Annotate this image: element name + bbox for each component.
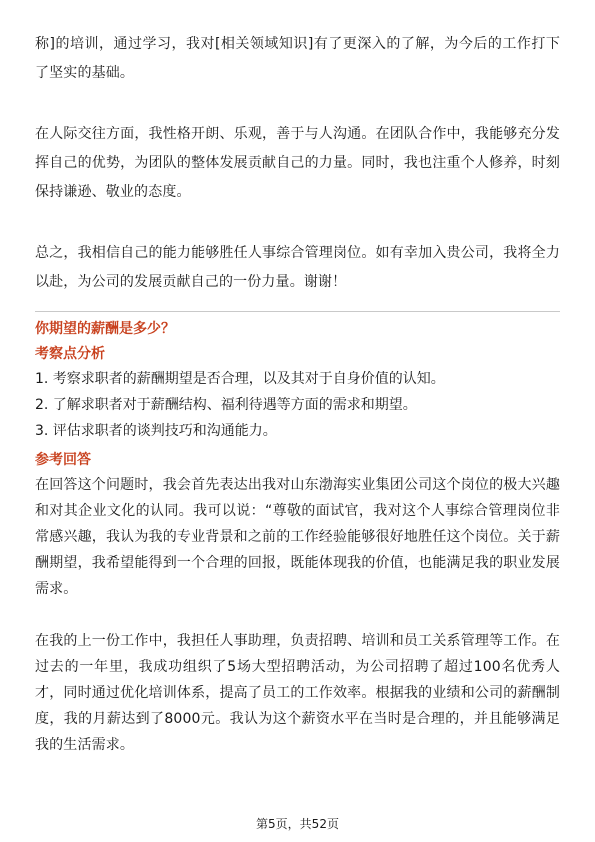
question-title: 你期望的薪酬是多少？	[35, 321, 175, 337]
intro-paragraph: 称]的培训，通过学习，我对[相关领域知识]有了更深入的了解，为今后的工作打下了坚实的基础。	[35, 36, 560, 81]
answer-heading: 参考回答	[35, 452, 91, 468]
intro-paragraph: 在人际交往方面，我性格开朗、乐观，善于与人沟通。在团队合作中，我能够充分发挥自己的优势，为团队的整体发展贡献自己的力量。同时，我也注重个人修养，时刻保持谦逊、敬业的态度。	[35, 126, 560, 200]
section-divider	[35, 311, 560, 312]
page-number: 第5页，共52页	[256, 817, 339, 831]
document-page	[35, 30, 560, 758]
intro-paragraph: 总之，我相信自己的能力能够胜任人事综合管理岗位。如有幸加入贵公司，我将全力以赴，为公司的发展贡献自己的一份力量。谢谢！	[35, 245, 560, 290]
answer-paragraph: 在我的上一份工作中，我担任人事助理，负责招聘、培训和员工关系管理等工作。在过去的一年里，我成功组织了5场大型招聘活动，为公司招聘了超过100名优秀人才，同时通过优化培训体系，提高了员工的工作效率。根据我的业绩和公司的薪酬制度，我的月薪达到了8000元。我认为这个薪资水平在当时是合理的，并且能够满足我的生活需求。	[35, 633, 560, 753]
analysis-item: 2. 了解求职者对于薪酬结构、福利待遇等方面的需求和期望。	[35, 397, 417, 413]
analysis-item: 1. 考察求职者的薪酬期望是否合理，以及其对于自身价值的认知。	[35, 371, 445, 387]
analysis-item: 3. 评估求职者的谈判技巧和沟通能力。	[35, 423, 277, 439]
analysis-heading: 考察点分析	[35, 346, 105, 362]
answer-paragraph: 在回答这个问题时，我会首先表达出我对山东渤海实业集团公司这个岗位的极大兴趣和对其企业文化的认同。我可以说：“尊敬的面试官，我对这个人事综合管理岗位非常感兴趣，我认为我的专业背景和之前的工作经验能够很好地胜任这个岗位。关于薪酬期望，我希望能得到一个合理的回报，既能体现我的价值，也能满足我的职业发展需求。	[35, 477, 560, 597]
